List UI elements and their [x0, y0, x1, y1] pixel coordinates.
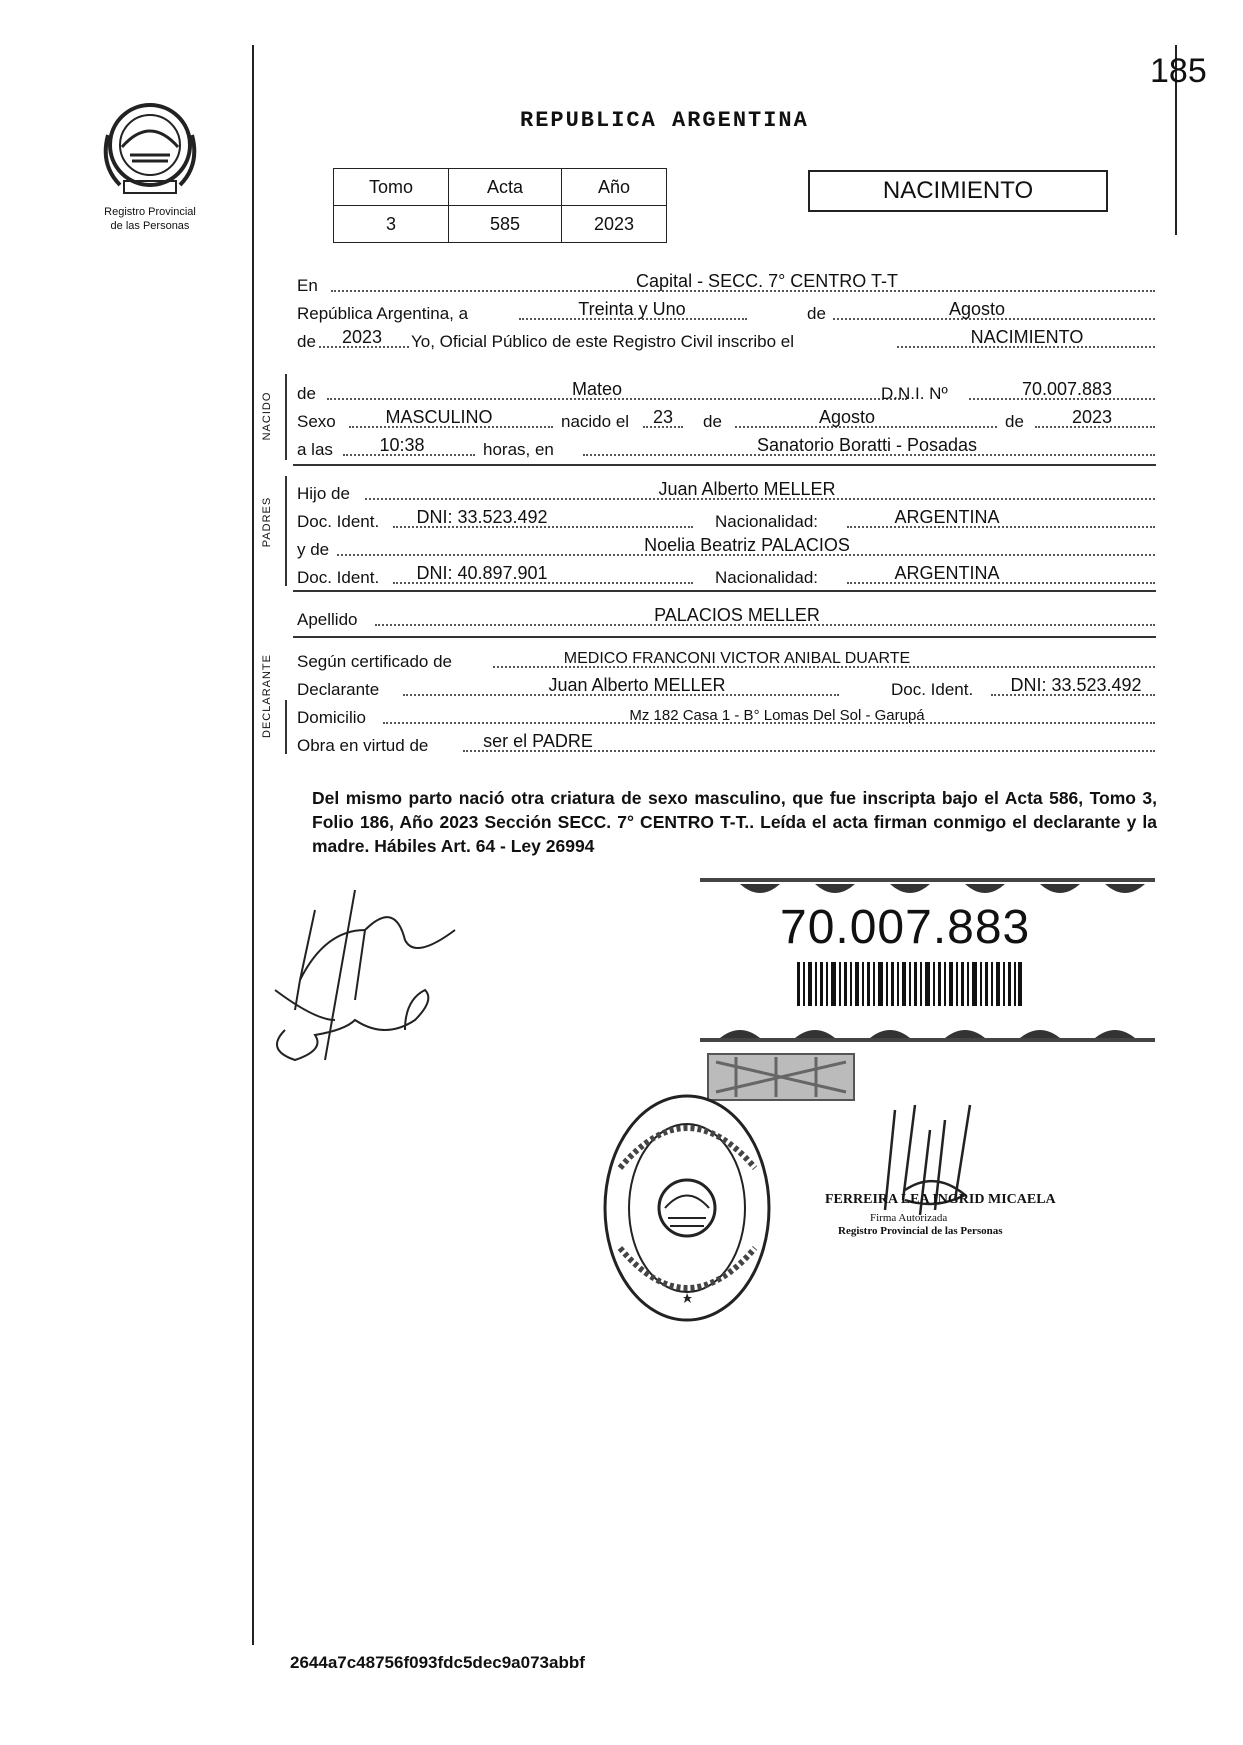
value-nac-dia: 23 [652, 407, 674, 427]
row-nombre [297, 376, 1155, 404]
side-label-padres: PADRES [261, 496, 273, 548]
row-certificado [297, 644, 1155, 672]
section-divider [293, 636, 1156, 638]
value-nac-mes: Agosto [818, 407, 876, 427]
signer-role: Firma Autorizada [870, 1212, 948, 1224]
barcode-sticker [700, 870, 1155, 1050]
label-sexo: Sexo [297, 412, 336, 431]
row-madre-doc [297, 560, 1155, 588]
row-padre-doc [297, 504, 1155, 532]
label-nacionalidad: Nacionalidad: [715, 568, 819, 587]
label-certificado: Según certificado de [297, 652, 452, 671]
row-domicilio [297, 700, 1155, 728]
row-hora [297, 432, 1155, 460]
value-apellido: PALACIOS MELLER [654, 605, 820, 625]
signer-org: Registro Provincial de las Personas [838, 1225, 1003, 1237]
reference-table [333, 168, 667, 243]
value-sexo: MASCULINO [385, 407, 493, 427]
label-doc-ident: Doc. Ident. [297, 568, 380, 587]
label-declarante: Declarante [297, 680, 380, 699]
value-madre-nac: ARGENTINA [894, 563, 1000, 583]
logo-caption-line1: Registro Provincial [104, 206, 196, 218]
value-padre-doc: DNI: 33.523.492 [416, 507, 548, 527]
section-bracket-nacido [285, 374, 287, 460]
side-label-nacido: NACIDO [261, 391, 273, 441]
label-republica: República Argentina, a [297, 304, 469, 323]
signer-name: FERREIRA LEA INGRID MICAELA [825, 1192, 1056, 1207]
row-sexo [297, 404, 1155, 432]
value-madre: Noelia Beatriz PALACIOS [644, 535, 850, 555]
value-hora: 10:38 [379, 435, 425, 455]
label-nacionalidad: Nacionalidad: [715, 512, 819, 531]
page-number: 185 [1150, 52, 1207, 90]
value-nombre: Mateo [571, 379, 623, 399]
label-doc-ident: Doc. Ident. [297, 512, 380, 531]
value-en: Capital - SECC. 7° CENTRO T-T [636, 271, 898, 291]
label-hijo-de: Hijo de [297, 484, 350, 503]
row-anio [297, 324, 1155, 352]
value-tipo: NACIMIENTO [970, 327, 1084, 347]
value-declarante: Juan Alberto MELLER [548, 675, 726, 695]
label-de2: de [297, 332, 316, 351]
label-obra: Obra en virtud de [297, 736, 429, 755]
official-seal-icon [600, 1088, 775, 1328]
ref-value-anio: 2023 [562, 206, 667, 243]
value-obra: ser el PADRE [483, 731, 593, 751]
value-madre-doc: DNI: 40.897.901 [416, 563, 548, 583]
label-nac-de2: de [1005, 412, 1024, 431]
section-bracket-padres [285, 476, 287, 586]
document-hash: 2644a7c48756f093fdc5dec9a073abbf [290, 1653, 585, 1672]
section-divider [293, 590, 1156, 592]
label-nac-de: de [703, 412, 722, 431]
value-certificado: MEDICO FRANCONI VICTOR ANIBAL DUARTE [563, 650, 911, 667]
label-de: de [807, 304, 826, 323]
declarant-signature-icon [255, 870, 465, 1070]
annotation-text: Del mismo parto nació otra criatura de sexo masculino, que fue inscripta bajo el Acta 586, Tomo 3, Folio 186, Año 2023 Sección SECC. 7° CENTRO T-T.. Leída el acta firman conmigo el declarante y la madre. Hábiles Art. 64 - Ley 26994 [312, 788, 1157, 856]
registry-logo [90, 95, 210, 232]
value-decl-doc: DNI: 33.523.492 [1010, 675, 1142, 695]
row-apellido [297, 602, 1155, 630]
value-dni: 70.007.883 [1021, 379, 1113, 399]
value-dia: Treinta y Uno [578, 299, 686, 319]
ref-value-tomo: 3 [334, 206, 449, 243]
value-lugar: Sanatorio Boratti - Posadas [756, 435, 978, 455]
province-seal-icon [100, 95, 200, 199]
label-horas-en: horas, en [483, 440, 554, 459]
section-divider [293, 464, 1156, 466]
label-en: En [297, 276, 318, 295]
barcode-number: 70.007.883 [780, 901, 1031, 954]
oficial-text: Yo, Oficial Público de este Registro Civil inscribo el [411, 332, 794, 351]
logo-caption-line2: de las Personas [110, 220, 190, 232]
section-bracket-declarante [285, 700, 287, 754]
ref-header-acta: Acta [449, 169, 562, 206]
country-title: REPUBLICA ARGENTINA [520, 108, 809, 133]
ref-header-anio: Año [562, 169, 667, 206]
label-alas: a las [297, 440, 333, 459]
row-en [297, 268, 1155, 296]
row-madre [297, 532, 1155, 560]
ref-value-acta: 585 [449, 206, 562, 243]
label-nacido-el: nacido el [561, 412, 630, 431]
value-domicilio: Mz 182 Casa 1 - B° Lomas Del Sol - Garupá [629, 707, 925, 724]
row-padre [297, 476, 1155, 504]
decorative-border-icon [700, 1020, 1155, 1050]
value-padre: Juan Alberto MELLER [658, 479, 836, 499]
row-declarante [297, 672, 1155, 700]
barcode-icon [797, 962, 1022, 1006]
value-mes: Agosto [948, 299, 1006, 319]
left-margin-line [252, 45, 254, 1645]
value-anio: 2023 [341, 327, 383, 347]
label-y-de: y de [297, 540, 330, 559]
side-label-declarante: DECLARANTE [261, 654, 273, 738]
label-decl-doc: Doc. Ident. [891, 680, 974, 699]
label-apellido: Apellido [297, 610, 358, 629]
row-republica [297, 296, 1155, 324]
label-dni: D.N.I. Nº [881, 384, 948, 403]
label-nacido-de: de [297, 384, 316, 403]
value-nac-anio: 2023 [1071, 407, 1113, 427]
ref-header-tomo: Tomo [334, 169, 449, 206]
label-domicilio: Domicilio [297, 708, 366, 727]
record-type-box: NACIMIENTO [808, 170, 1108, 212]
value-padre-nac: ARGENTINA [894, 507, 1000, 527]
row-obra [297, 728, 1155, 756]
